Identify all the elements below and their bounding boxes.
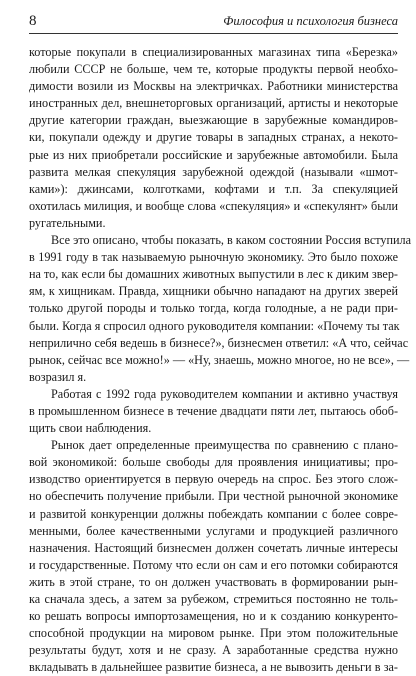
text-line: и государственные. Потому что если он сам и его потомки собираются: [29, 557, 398, 572]
text-line: Все это описано, чтобы показать, в каком состоянии Россия вступила: [51, 233, 412, 248]
text-line: ко решать вопросы импортозамещения, но и к созданию конкуренто-: [29, 609, 398, 624]
text-line: но обеспечить получение прибыли. При честной рыночной экономике: [29, 489, 398, 504]
text-line: развита мелкая спекуляция зарубежной одеждой (называли «шмот-: [29, 164, 398, 179]
text-line: Работая с 1992 года руководителем компании и активно участвуя: [51, 386, 398, 401]
body-text: [29, 44, 412, 676]
text-line: только другой породы и только тогда, когда голодные, а не ради при-: [29, 301, 398, 316]
text-line: жить в этой стране, то он должен участвовать в формировании рын-: [29, 574, 398, 589]
text-line: в 1991 году в так называемую рыночную экономику. Это было похоже: [29, 250, 398, 265]
text-line: результаты будут, хотя и не сразу. А заработанные средства нужно: [29, 643, 398, 658]
text-line: на то, как если бы домашних животных выпустили в лес к диким звер-: [29, 267, 398, 282]
text-line: были. Когда я спросил одного руководителя компании: «Почему ты так: [29, 318, 400, 333]
text-line: иностранных дел, внешнеторговых организаций, артисты и некоторые: [29, 96, 398, 111]
paragraph: [29, 44, 398, 232]
text-line: способной продукции на мировом рынке. При этом положительные: [29, 626, 398, 641]
text-line: которые покупали в специализированных магазинах типа «Березка»: [29, 45, 398, 59]
paragraph: [29, 437, 398, 676]
text-line: охотилась милиция, и вообще слова «спекуляция» и «спекулянт» были: [29, 198, 398, 213]
text-line: возразил я.: [29, 369, 87, 384]
text-line: ками»): джинсами, колготками, кофтами и т.п. За спекуляцией: [29, 181, 398, 196]
text-line: щить свои наблюдения.: [29, 421, 152, 436]
text-line: другие категории граждан, выезжающие в зарубежные командиров-: [29, 113, 398, 128]
text-line: в промышленном бизнесе в течение двадцати пяти лет, пытаюсь обоб-: [29, 403, 398, 418]
text-line: рые из них приобретали российские и зарубежные автомобили. Была: [29, 147, 398, 162]
text-line: любили СССР не больше, чем те, которые продукты первой необхо-: [29, 62, 398, 77]
paragraph: [29, 386, 398, 437]
paragraph: [29, 232, 412, 386]
text-line: вкладывать в дальнейшее развитие бизнеса, а не вывозить деньги в за-: [29, 660, 398, 675]
text-line: неприлично себя ведешь в бизнесе?», бизнесмен ответил: «А что, сейчас: [29, 335, 409, 350]
text-line: ка сначала здесь, а затем за рубежом, стремиться постоянно не толь-: [29, 592, 398, 606]
page-number: 8: [29, 13, 37, 29]
header-rule: [29, 33, 398, 34]
text-line: ругательными.: [29, 215, 106, 230]
text-line: рынок, сейчас все можно!» — «Ну, знаешь, можно многое, но не все», —: [29, 352, 410, 367]
text-line: димости возили из Москвы на электричках. Работники министерства: [29, 79, 398, 94]
text-line: Рынок дает определенные преимущества по сравнению с плано-: [51, 438, 398, 453]
page-header: [29, 12, 398, 32]
text-line: менными, более качественными услугами и продукцией различного: [29, 523, 398, 538]
text-line: назначения. Настоящий бизнесмен должен сочетать личные интересы: [29, 540, 398, 555]
text-line: ки, покупали одежду и другие товары в западных странах, а некото-: [29, 130, 398, 145]
text-line: и развитой конкуренции должны побеждать компании с более совре-: [29, 506, 398, 521]
text-line: вой экономикой: больше свободы для проявления инициативы; про-: [29, 455, 398, 470]
text-line: изводство ориентируется в первую очередь на спрос. Без этого слож-: [29, 472, 398, 487]
running-title: Философия и психология бизнеса: [223, 14, 398, 28]
text-line: ям, к хищникам. Правда, хищники обычно нападают на других зверей: [29, 284, 398, 299]
